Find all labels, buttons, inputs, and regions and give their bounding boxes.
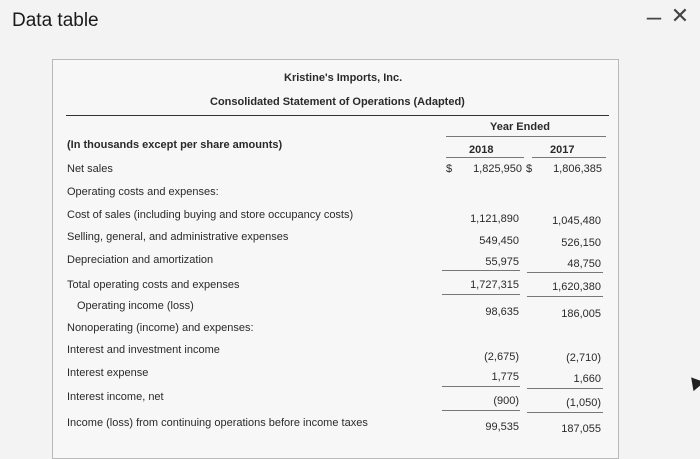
- year-ended-underline: [446, 136, 606, 137]
- row-label-sga: Selling, general, and administrative expenses: [67, 231, 289, 243]
- row-label-operating-income: Operating income (loss): [77, 300, 194, 312]
- close-icon[interactable]: ✕: [670, 3, 690, 28]
- value-2017-depreciation: 48,750: [567, 258, 601, 270]
- currency-symbol-2018: $: [446, 163, 453, 175]
- value-2018-total-operating-costs: 1,727,315: [470, 279, 519, 291]
- column-2018: 2018: [469, 144, 494, 156]
- window-title: Data table: [12, 10, 99, 31]
- row-label-income-before-taxes: Income (loss) from continuing operations before income taxes: [67, 417, 368, 429]
- year-ended-label: Year Ended: [490, 121, 550, 133]
- interest-line-2018: [442, 386, 520, 387]
- value-2017-interest-income-net: (1,050): [566, 397, 601, 409]
- net-line-2017: [527, 412, 603, 413]
- column-2017: 2017: [550, 144, 575, 156]
- statement-panel: [52, 59, 619, 459]
- value-2018-depreciation: 55,975: [485, 256, 519, 268]
- row-label-interest-income-net: Interest income, net: [67, 391, 164, 403]
- total-line-2018: [442, 294, 520, 295]
- row-label-nonoperating-header: Nonoperating (income) and expenses:: [67, 322, 254, 334]
- value-2018-interest-income-net: (900): [493, 395, 519, 407]
- header-underline-2017: [532, 157, 606, 158]
- mouse-pointer: [686, 373, 700, 391]
- currency-symbol-2017: $: [526, 163, 533, 175]
- value-2017-cost-of-sales: 1,045,480: [552, 215, 601, 227]
- value-2017-interest-expense: 1,660: [573, 373, 601, 385]
- value-2018-income-before-taxes: 99,535: [485, 421, 519, 433]
- company-name: Kristine's Imports, Inc.: [284, 72, 403, 84]
- row-label-net-sales: Net sales: [67, 163, 113, 175]
- row-label-interest-expense: Interest expense: [67, 367, 149, 379]
- value-2017-total-operating-costs: 1,620,380: [552, 281, 601, 293]
- value-2018-operating-income: 98,635: [485, 306, 519, 318]
- value-2018-interest-investment-income: (2,675): [484, 351, 519, 363]
- value-2018-cost-of-sales: 1,121,890: [470, 213, 519, 225]
- value-2017-net-sales: 1,806,385: [553, 163, 602, 175]
- minimize-icon[interactable]: –: [646, 1, 662, 31]
- row-label-cost-of-sales: Cost of sales (including buying and store occupancy costs): [67, 209, 354, 221]
- subtotal-line-2017: [527, 272, 603, 273]
- value-2017-income-before-taxes: 187,055: [561, 423, 601, 435]
- row-label-operating-costs-header: Operating costs and expenses:: [67, 186, 219, 198]
- interest-line-2017: [527, 388, 603, 389]
- net-line-2018: [442, 410, 520, 411]
- value-2017-operating-income: 186,005: [561, 308, 601, 320]
- value-2017-interest-investment-income: (2,710): [566, 352, 601, 364]
- total-line-2017: [527, 296, 603, 297]
- row-label-interest-investment-income: Interest and investment income: [67, 344, 220, 356]
- value-2018-net-sales: 1,825,950: [473, 163, 522, 175]
- value-2018-sga: 549,450: [479, 235, 519, 247]
- subtotal-line-2018: [442, 270, 520, 271]
- statement-title: Consolidated Statement of Operations (Adapted): [210, 96, 465, 108]
- title-divider: [66, 115, 609, 116]
- header-underline-2018: [446, 157, 524, 158]
- value-2018-interest-expense: 1,775: [491, 371, 519, 383]
- row-label-total-operating-costs: Total operating costs and expenses: [67, 279, 240, 291]
- value-2017-sga: 526,150: [561, 237, 601, 249]
- row-label-depreciation: Depreciation and amortization: [67, 254, 214, 266]
- units-label: (In thousands except per share amounts): [67, 139, 283, 151]
